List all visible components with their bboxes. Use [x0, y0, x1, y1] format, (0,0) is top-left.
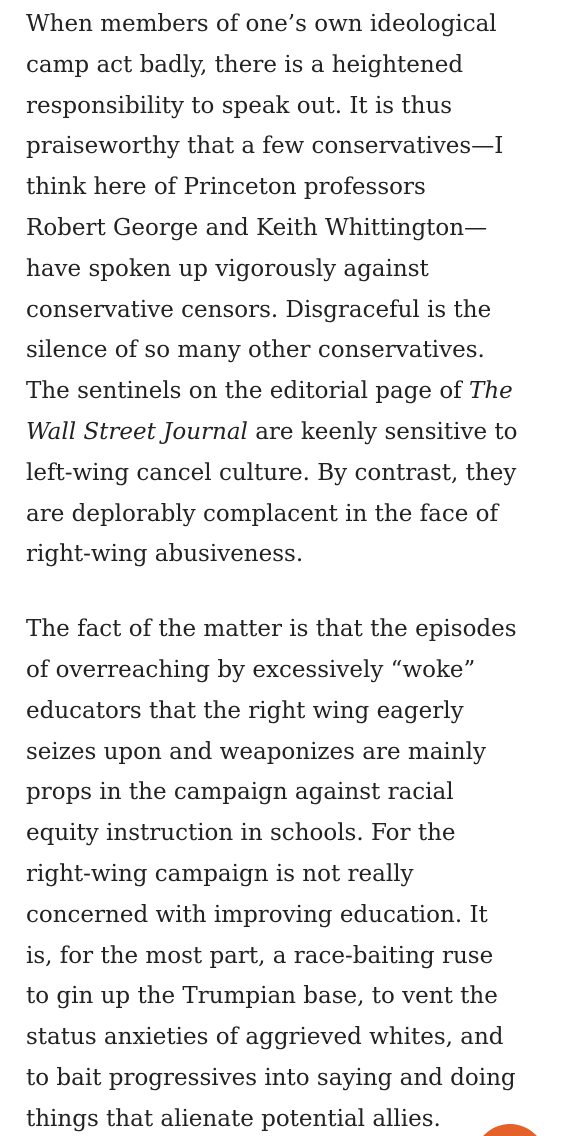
- text-line: responsibility to speak out. It is thus: [26, 92, 453, 119]
- text-line: have spoken up vigorously against: [26, 255, 429, 282]
- text-line: status anxieties of aggrieved whites, and: [26, 1024, 504, 1051]
- text-line: silence of so many other conservatives.: [26, 337, 485, 364]
- text-segment: are keenly sensitive to: [247, 418, 518, 445]
- text-line: left-wing cancel culture. By contrast, they: [26, 459, 517, 486]
- text-line: equity instruction in schools. For the: [26, 820, 456, 847]
- text-line: is, for the most part, a race-baiting ruse: [26, 942, 494, 969]
- text-line: of overreaching by excessively “woke”: [26, 656, 476, 683]
- publication-title-part: The: [469, 378, 513, 405]
- text-line: seizes upon and weaponizes are mainly: [26, 738, 486, 765]
- text-line: [26, 412, 572, 453]
- text-line: props in the campaign against racial: [26, 779, 454, 806]
- text-line: things that alienate potential allies.: [26, 1105, 441, 1132]
- text-line: concerned with improving education. It: [26, 901, 488, 928]
- text-line: Robert George and Keith Whittington—: [26, 214, 488, 241]
- text-line: camp act badly, there is a heightened: [26, 51, 464, 78]
- article-paragraph-2: [26, 609, 572, 1136]
- text-line: praiseworthy that a few conservatives—I: [26, 133, 504, 160]
- publication-title-part: Wall Street Journal: [26, 418, 248, 445]
- text-line: educators that the right wing eagerly: [26, 697, 464, 724]
- text-line: The fact of the matter is that the episodes: [26, 616, 517, 643]
- text-line: When members of one’s own ideological: [26, 11, 497, 37]
- text-line: think here of Princeton professors: [26, 174, 426, 201]
- text-segment: The sentinels on the editorial page of: [26, 378, 470, 405]
- text-line: right-wing abusiveness.: [26, 541, 304, 568]
- text-line: are deplorably complacent in the face of: [26, 500, 499, 527]
- text-line: right-wing campaign is not really: [26, 860, 414, 887]
- text-line: [26, 371, 572, 412]
- text-line: to bait progressives into saying and doing: [26, 1064, 516, 1091]
- text-line: conservative censors. Disgraceful is the: [26, 296, 492, 323]
- article-paragraph-1: [26, 4, 572, 575]
- text-line: to gin up the Trumpian base, to vent the: [26, 983, 498, 1010]
